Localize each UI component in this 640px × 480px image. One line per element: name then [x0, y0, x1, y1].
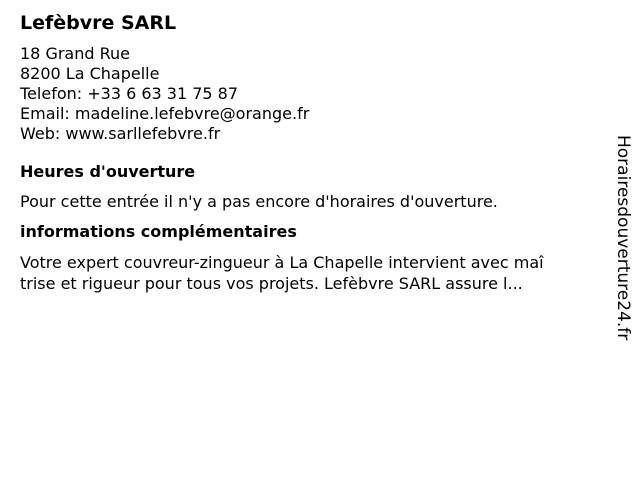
site-watermark: Horairesdouverture24.fr	[613, 135, 633, 341]
additional-info-text	[20, 252, 600, 294]
postal-city: 8200 La Chapelle	[20, 64, 160, 83]
additional-info-line: Votre expert couvreur-zingueur à La Chapelle intervient avec maî	[20, 253, 544, 272]
email-line: Email: madeline.lefebvre@orange.fr	[20, 104, 310, 123]
opening-hours-text: Pour cette entrée il n'y a pas encore d'horaires d'ouverture.	[20, 192, 498, 211]
opening-hours-heading: Heures d'ouverture	[20, 162, 196, 181]
additional-info-line: trise et rigueur pour tous vos projets. Lefèbvre SARL assure l...	[20, 274, 523, 293]
business-name: Lefèbvre SARL	[20, 12, 177, 34]
additional-info-heading: informations complémentaires	[20, 222, 297, 241]
website-line: Web: www.sarllefebvre.fr	[20, 124, 221, 143]
phone-line: Telefon: +33 6 63 31 75 87	[20, 84, 239, 103]
business-card	[20, 10, 600, 294]
street-address: 18 Grand Rue	[20, 44, 130, 63]
contact-block	[20, 44, 600, 144]
